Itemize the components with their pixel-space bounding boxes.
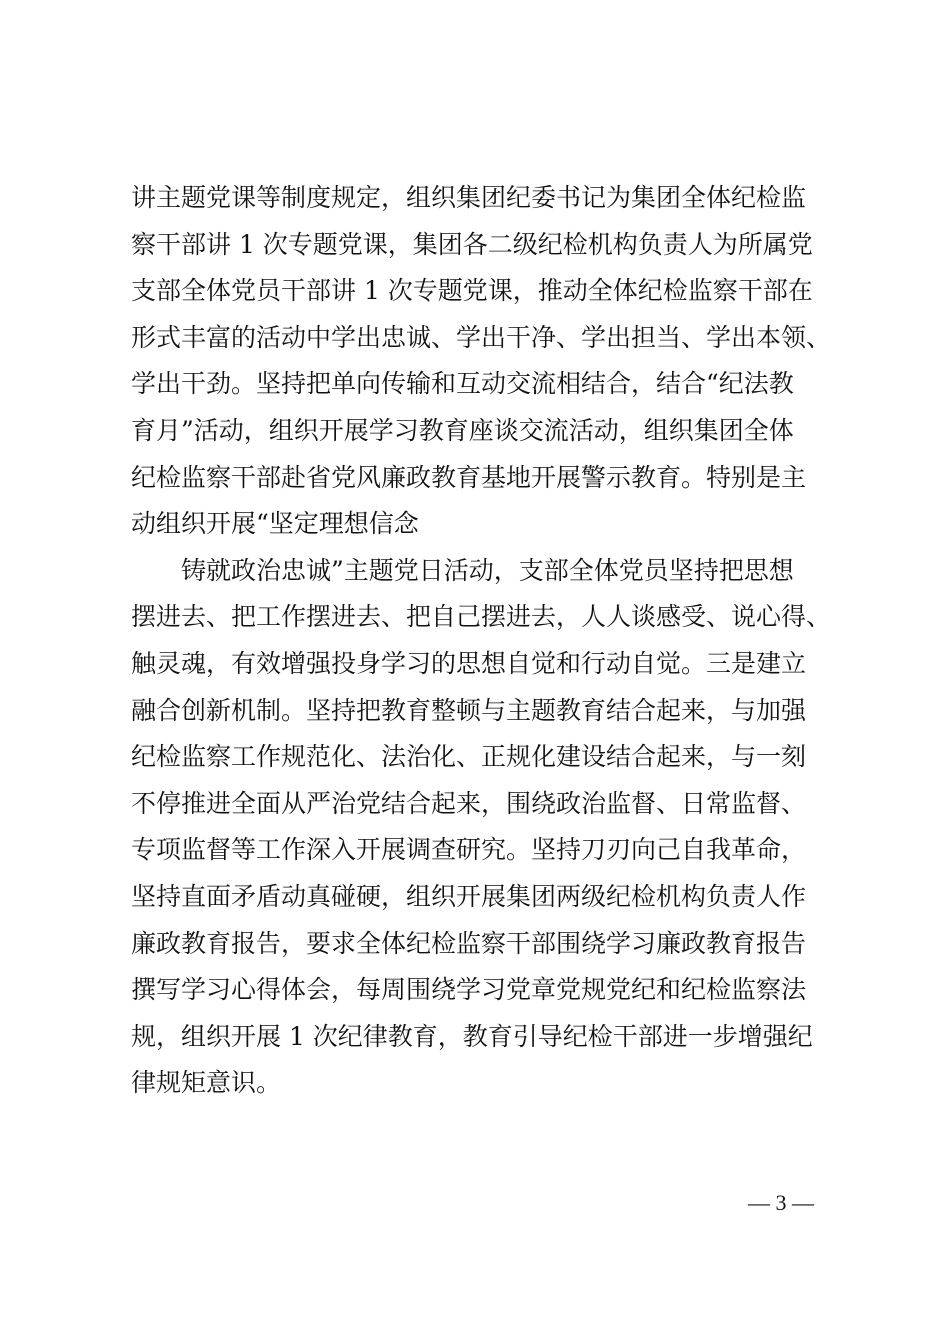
text-line: 撰写学习心得体会，每周围绕学习党章党规党纪和纪检监察法 <box>131 975 807 1005</box>
text-line: 学出干劲。坚持把单向传输和互动交流相结合，结合“纪法教 <box>131 369 794 399</box>
text-line: 坚持直面矛盾动真碰硬，组织开展集团两级纪检机构负责人作 <box>131 881 807 911</box>
paragraph-1 <box>131 175 831 548</box>
text-line: 形式丰富的活动中学出忠诚、学出干净、学出担当、学出本领、 <box>131 322 832 352</box>
text-line: 纪检监察工作规范化、法治化、正规化建设结合起来，与一刻 <box>131 742 807 772</box>
text-line: 专项监督等工作深入开展调查研究。坚持刀刃向己自我革命， <box>131 835 807 865</box>
text-line: 支部全体党员干部讲 1 次专题党课，推动全体纪检监察干部在 <box>131 276 813 306</box>
page-number: — 3 — <box>748 1190 814 1215</box>
text-line: 律规矩意识。 <box>131 1068 282 1098</box>
text-line: 动组织开展“坚定理想信念 <box>131 509 419 539</box>
text-line: 规，组织开展 1 次纪律教育，教育引导纪检干部进一步增强纪 <box>131 1021 813 1051</box>
paragraph-2 <box>131 548 831 1107</box>
text-line: 铸就政治忠诚”主题党日活动，支部全体党员坚持把思想 <box>181 555 794 585</box>
text-line: 讲主题党课等制度规定，组织集团纪委书记为集团全体纪检监 <box>131 183 807 212</box>
text-line: 纪检监察干部赴省党风廉政教育基地开展警示教育。特别是主 <box>131 462 807 492</box>
text-line: 不停推进全面从严治党结合起来，围绕政治监督、日常监督、 <box>131 788 807 818</box>
text-line: 廉政教育报告，要求全体纪检监察干部围绕学习廉政教育报告 <box>131 928 807 958</box>
document-body <box>131 175 831 1107</box>
text-line: 育月”活动，组织开展学习教育座谈交流活动，组织集团全体 <box>131 415 794 445</box>
text-line: 融合创新机制。坚持把教育整顿与主题教育结合起来，与加强 <box>131 695 807 725</box>
text-line: 察干部讲 1 次专题党课，集团各二级纪检机构负责人为所属党 <box>131 229 813 259</box>
text-line: 触灵魂，有效增强投身学习的思想自觉和行动自觉。三是建立 <box>131 648 807 678</box>
text-line: 摆进去、把工作摆进去、把自己摆进去，人人谈感受、说心得、 <box>131 602 832 632</box>
